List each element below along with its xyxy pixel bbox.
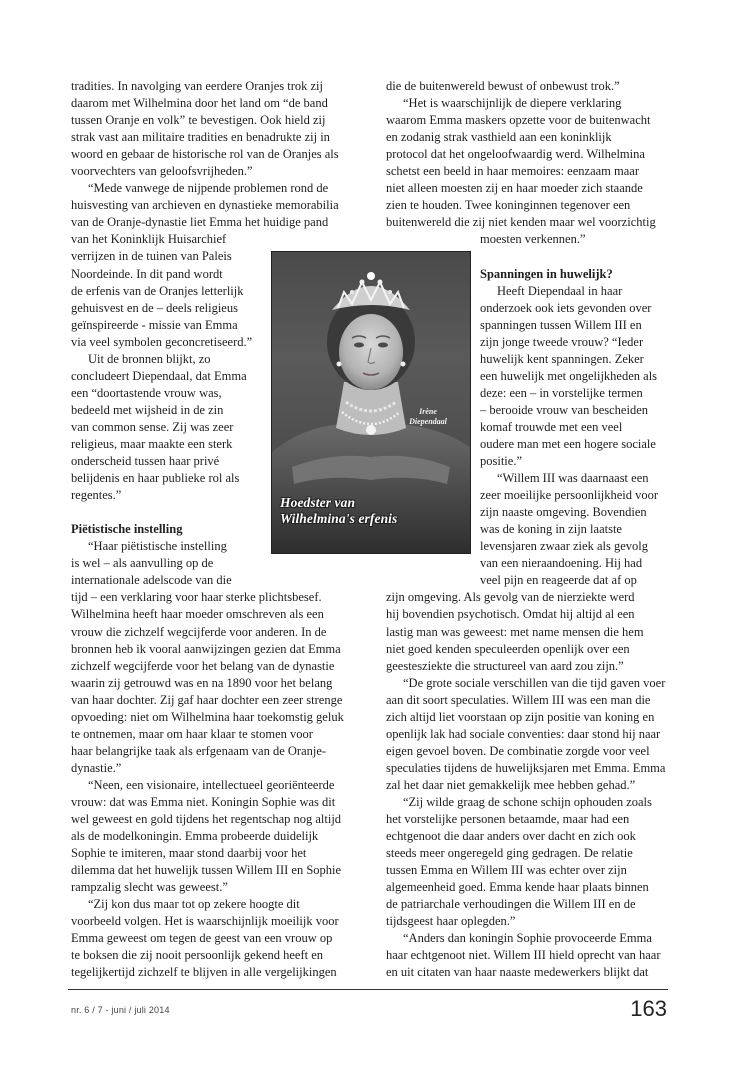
- text-line: van de Oranje-dynastie liet Emma het huidige pand: [71, 215, 329, 230]
- text-line: onderzoek ook iets gevonden over: [480, 300, 652, 315]
- text-line: wel geweest en gold tijdens het regentschap nog altijd: [71, 812, 342, 827]
- text-line: niet goed kenden speculeerden openlijk over een: [386, 641, 630, 656]
- text-line: religieus, maar maakte een sterk: [71, 436, 233, 451]
- text-line: moesten verkennen.”: [480, 232, 586, 247]
- text-line: hij bovendien psychotisch. Omdat hij altijd al een: [386, 607, 635, 622]
- text-line: tegelijkertijd zichzelf te blijven in alle vergelijkingen: [71, 965, 337, 980]
- text-line: zichzelf wegcijferde voor het belang van de dynastie: [71, 658, 335, 673]
- text-line: dilemma dat het huwelijk tussen Willem III en Sophie: [71, 863, 342, 878]
- book-author: [396, 407, 460, 427]
- text-line: oudere man met een hogere sociale: [480, 436, 656, 451]
- text-line: zeer moeilijke persoonlijkheid voor: [480, 488, 659, 503]
- text-line: als de modelkoningin. Emma probeerde duidelijk: [71, 829, 319, 844]
- text-line: steeds meer ongeregeld ging gedragen. De relatie: [386, 846, 633, 861]
- text-line: via veel symbolen geconcretiseerd.”: [71, 334, 253, 349]
- text-line: zich altijd liet voorstaan op zijn positie van koning en: [386, 709, 655, 724]
- text-line: de erfenis van de Oranjes letterlijk: [71, 283, 244, 298]
- text-line: “Anders dan koningin Sophie provoceerde Emma: [403, 931, 652, 946]
- text-line: geïnspireerde - missie van Emma: [71, 317, 238, 332]
- text-line: lastig man was geweest: met name mensen die hem: [386, 624, 644, 639]
- text-line: woord en gebaar de historische rol van de Oranjes als: [71, 147, 339, 162]
- text-line: “Willem III was daarnaast een: [497, 471, 649, 486]
- text-line: Sophie te imiteren, maar stond daarbij voor het: [71, 846, 307, 861]
- text-line: tijd – een verklaring voor haar sterke plichtsbesef.: [71, 590, 322, 605]
- issue-info: nr. 6 / 7 - juni / juli 2014: [71, 1005, 170, 1015]
- text-line: huisvesting van archieven en dynastieke memorabilia: [71, 198, 339, 213]
- text-line: tussen Emma en Willem III was echter over zijn: [386, 863, 627, 878]
- text-line: en uit citaten van haar naaste medewerkers blijkt dat: [386, 965, 649, 980]
- text-line: internationale adelscode van die: [71, 573, 232, 588]
- text-line: “Haar piëtistische instelling: [88, 539, 227, 554]
- text-line: veel pijn en reageerde dat af op: [480, 573, 637, 588]
- text-line: voorvechters van geloofsvrijheden.”: [71, 164, 253, 179]
- text-line: is wel – als aanvulling op de: [71, 556, 214, 571]
- text-line: protocol dat het ongeloofwaardig werd. Wilhelmina: [386, 147, 645, 162]
- text-line: [71, 504, 261, 521]
- text-line: “Het is waarschijnlijk de diepere verklaring: [403, 96, 622, 111]
- text-line: waarom Emma maskers opzette voor de buitenwacht: [386, 113, 651, 128]
- text-line: dynastie.”: [71, 760, 122, 775]
- text-line: bronnen heb ik vooral aanwijzingen gezien dat Emma: [71, 641, 341, 656]
- text-line: geestesziekte die structureel van aard zou zijn.”: [386, 658, 624, 673]
- text-line: vrouw die zichzelf wegcijferde voor anderen. In de: [71, 624, 327, 639]
- text-line: huwelijk kent spanningen. Zeker: [480, 351, 644, 366]
- text-line: tradities. In navolging van eerdere Oranjes trok zij: [71, 79, 323, 93]
- text-line: zijn naaste omgeving. Bovendien: [480, 505, 647, 520]
- text-line: de patriarchale verhoudingen die Willem III en de: [386, 897, 636, 912]
- text-line: niet alleen moesten zij en haar moeder zich staande: [386, 181, 643, 196]
- text-line: haar belangrijke taak als erfgenaam van de Oranje-: [71, 743, 327, 758]
- text-line: Spanningen in huwelijk?: [480, 266, 613, 281]
- text-line: Uit de bronnen blijkt, zo: [88, 351, 211, 366]
- text-line: spanningen tussen Willem III en: [480, 317, 642, 332]
- text-line: eigen gevoel boven. De combinatie zorgde voor veel: [386, 743, 650, 758]
- text-line: voorbeeld volgen. Het is waarschijnlijk moeilijk voor: [71, 914, 339, 929]
- text-line: Heeft Diependaal in haar: [497, 283, 623, 298]
- text-line: daarom met Wilhelmina door het land om “de band: [71, 96, 328, 111]
- text-line: – berooide vrouw van bescheiden: [480, 402, 648, 417]
- text-line: strak vast aan militaire tradities en benadrukte zij in: [71, 130, 330, 145]
- text-line: te boksen die zij nooit persoonlijk gekend heeft en: [71, 948, 324, 963]
- text-line: gehuisvest en de – deels religieus: [71, 300, 238, 315]
- text-line: schetst een beeld in haar memoires: eenzaam maar: [386, 164, 640, 179]
- text-line: levensjaren zwaar ziek als gevolg: [480, 539, 648, 554]
- author-last-name: Diependaal: [409, 417, 447, 426]
- text-line: rampzalig slecht was geweest.”: [71, 880, 228, 895]
- author-first-name: Irène: [419, 407, 437, 416]
- text-line: zijn omgeving. Als gevolg van de nierziekte werd: [386, 590, 635, 605]
- text-line: onderscheid tussen haar privé: [71, 454, 220, 469]
- text-line: opvoeding: niet om Wilhelmina haar toekomstig geluk: [71, 709, 344, 724]
- text-line: van haar dochter. Zij gaf haar dochter een zeer strenge: [71, 692, 343, 707]
- text-line: die de buitenwereld bewust of onbewust trok.”: [386, 79, 620, 93]
- text-line: Wilhelmina heeft haar moeder omschreven als een: [71, 607, 324, 622]
- text-line: “Zij kon dus maar tot op zekere hoogte dit: [88, 897, 300, 912]
- text-line: aan dit soort speculaties. Willem III was een man die: [386, 692, 651, 707]
- text-line: zien te houden. Twee koninginnen tegenover een: [386, 198, 631, 213]
- text-line: positie.”: [480, 454, 523, 469]
- book-cover-image: [271, 251, 471, 554]
- text-line: zijn jonge tweede vrouw? “Ieder: [480, 334, 644, 349]
- text-line: tijdsgeest haar oplegden.”: [386, 914, 516, 929]
- text-line: het vorstelijke personen betaamde, maar had een: [386, 812, 630, 827]
- text-line: “Neen, een visionaire, intellectueel georiënteerde: [88, 777, 335, 792]
- text-line: buitenwereld die zij niet kenden maar wel voorzichtig: [386, 215, 656, 230]
- text-line: speculaties tijdens de huwelijksjaren met Emma. Emma: [386, 760, 666, 775]
- text-line: komaf trouwde met een veel: [480, 419, 623, 434]
- text-line: concludeert Diependaal, dat Emma: [71, 368, 247, 383]
- text-line: “De grote sociale verschillen van die tijd gaven voer: [403, 675, 666, 690]
- text-line: Piëtistische instelling: [71, 522, 183, 537]
- text-line: te ontnemen, maar om haar klaar te stomen voor: [71, 726, 313, 741]
- text-line: deze: een – in vorstelijke termen: [480, 385, 643, 400]
- text-line: vrouw: dat was Emma niet. Koningin Sophie was dit: [71, 794, 336, 809]
- text-line: bedeeld met wijsheid in de zin: [71, 402, 224, 417]
- text-line: “Mede vanwege de nijpende problemen rond de: [88, 181, 329, 196]
- text-line: verrijzen in de tuinen van Paleis: [71, 249, 232, 264]
- text-line: een “doortastende vrouw was,: [71, 385, 222, 400]
- text-line: Emma geweest om tegen de geest van een vrouw op: [71, 931, 333, 946]
- text-line: en zodanig strak vasthield aan een koninklijk: [386, 130, 612, 145]
- text-line: van het Koninklijk Huisarchief: [71, 232, 227, 247]
- text-line: Noordeinde. In dit pand wordt: [71, 266, 223, 281]
- text-line: waarin zij getrouwd was en na 1890 voor het belang: [71, 675, 333, 690]
- text-line: was de koning in zijn laatste: [480, 522, 622, 537]
- book-title-line-2: Wilhelmina's erfenis: [280, 511, 398, 526]
- text-line: openlijk lak had sociale conventies: daar stond hij naar: [386, 726, 661, 741]
- book-title: [280, 495, 466, 527]
- text-line: regentes.”: [71, 488, 122, 503]
- text-line: belijdenis en haar publieke rol als: [71, 471, 240, 486]
- text-line: van common sense. Zij was zeer: [71, 419, 234, 434]
- footer-divider: [68, 989, 668, 990]
- text-line: “Zij wilde graag de schone schijn ophouden zoals: [403, 794, 652, 809]
- text-line: algemeenheid goed. Emma kende haar plaats binnen: [386, 880, 649, 895]
- book-title-line-1: Hoedster van: [280, 495, 356, 510]
- text-line: van een nieraandoening. Hij had: [480, 556, 643, 571]
- text-line: haar echtgenoot niet. Willem III hield oprecht van haar: [386, 948, 661, 963]
- text-line: tussen Oranje en volk” te bevestigen. Ook hield zij: [71, 113, 326, 128]
- text-line: zal het daar niet gemakkelijk mee hebben gehad.”: [386, 777, 636, 792]
- text-line: echtgenoot die daar anders over dacht en zich ook: [386, 829, 636, 844]
- text-line: een huwelijk met ongelijkheden als: [480, 368, 658, 383]
- page-number: 163: [630, 996, 667, 1021]
